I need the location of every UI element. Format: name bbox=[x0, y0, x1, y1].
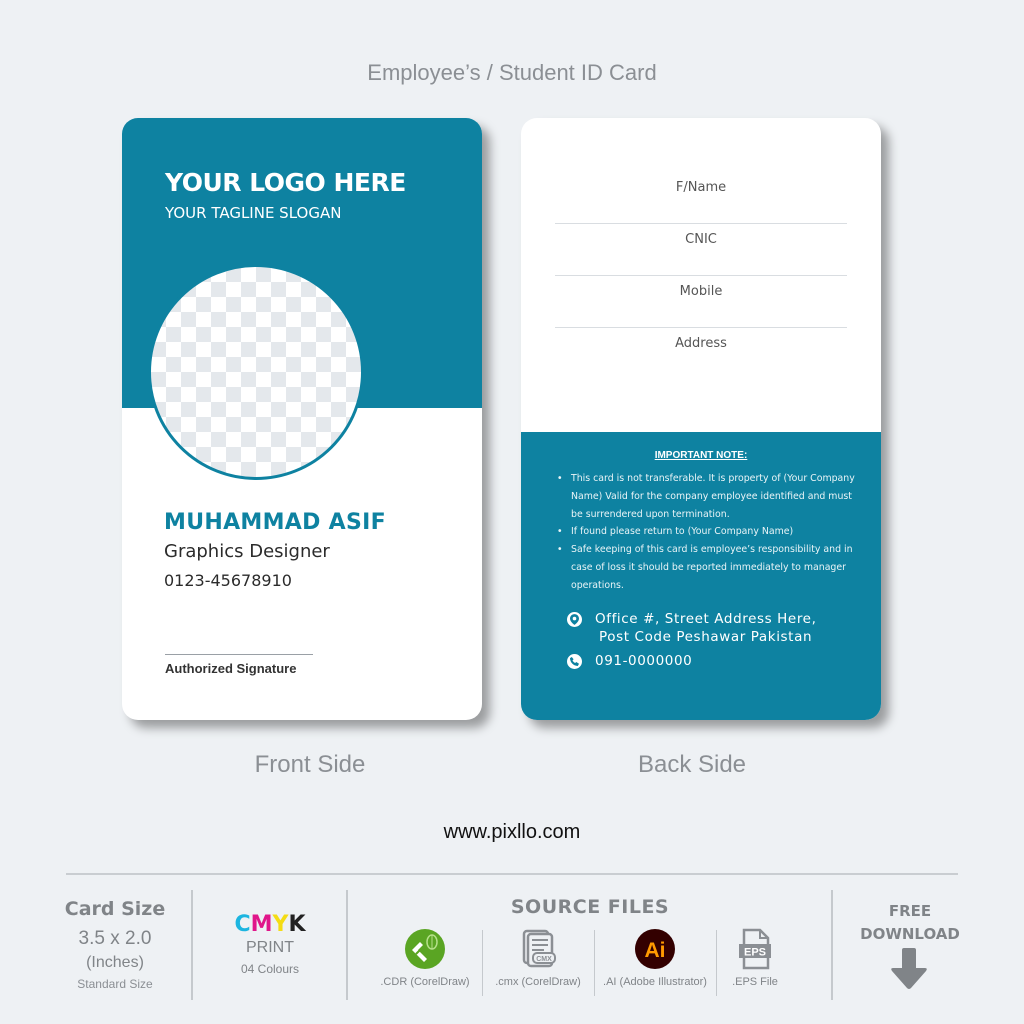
location-pin-icon bbox=[567, 612, 582, 627]
cmyk-y: Y bbox=[272, 912, 289, 937]
important-note-title: IMPORTANT NOTE: bbox=[654, 450, 748, 461]
card-size-dimensions: 3.5 x 2.0 bbox=[78, 928, 152, 949]
svg-text:EPS: EPS bbox=[743, 946, 767, 959]
field-divider bbox=[555, 327, 847, 328]
footer-separator bbox=[346, 890, 348, 1000]
cmyk-print: PRINT bbox=[246, 939, 294, 956]
source-file-label: .cmx (CorelDraw) bbox=[495, 976, 581, 988]
cmyk-k: K bbox=[288, 912, 306, 937]
back-info-band bbox=[521, 432, 881, 720]
download-label: DOWNLOAD bbox=[860, 925, 960, 943]
page-title: Employee’s / Student ID Card bbox=[367, 60, 657, 85]
field-divider bbox=[555, 275, 847, 276]
source-file-cmx[interactable] bbox=[483, 928, 593, 988]
field-mobile: Mobile bbox=[679, 284, 723, 299]
field-address: Address bbox=[675, 336, 727, 351]
phone-number: 091-0000000 bbox=[595, 653, 693, 669]
office-phone bbox=[567, 652, 692, 670]
footer-separator bbox=[831, 890, 833, 1000]
source-file-label: .EPS File bbox=[732, 976, 778, 988]
cmyk-c: C bbox=[234, 912, 251, 937]
coreldraw-icon bbox=[404, 928, 446, 970]
signature-label: Authorized Signature bbox=[165, 661, 297, 676]
address-line-2: Post Code Peshawar Pakistan bbox=[599, 629, 813, 645]
signature-line bbox=[165, 654, 313, 655]
source-file-eps[interactable] bbox=[700, 928, 810, 988]
cmyk-colours: 04 Colours bbox=[240, 962, 300, 976]
source-file-ai[interactable] bbox=[600, 928, 710, 988]
address-line-1: Office #, Street Address Here, bbox=[595, 611, 817, 627]
note-list bbox=[557, 470, 857, 595]
phone-icon bbox=[567, 654, 582, 669]
cmx-file-icon bbox=[517, 928, 559, 970]
card-size-title: Card Size bbox=[64, 898, 166, 920]
source-files-title: SOURCE FILES bbox=[510, 896, 670, 918]
download-arrow-icon[interactable] bbox=[890, 948, 928, 990]
card-size-note: Standard Size bbox=[77, 977, 153, 991]
cmyk-logo bbox=[195, 912, 345, 937]
employee-phone: 0123-45678910 bbox=[164, 571, 292, 590]
note-item: • Safe keeping of this card is employee’s responsibility and in case of loss it should be reported immediately to manager operations. bbox=[557, 541, 857, 594]
website-link[interactable]: www.pixllo.com bbox=[443, 821, 581, 843]
adobe-illustrator-icon bbox=[634, 928, 676, 970]
note-item: • If found please return to (Your Company Name) bbox=[557, 523, 857, 541]
photo-placeholder-icon bbox=[148, 264, 364, 480]
eps-file-icon bbox=[734, 928, 776, 970]
employee-role: Graphics Designer bbox=[164, 541, 330, 562]
source-file-label: .AI (Adobe Illustrator) bbox=[603, 976, 707, 988]
field-fname: F/Name bbox=[675, 180, 727, 195]
id-card-back bbox=[521, 118, 881, 720]
note-item: • This card is not transferable. It is property of (Your Company Name) Valid for the company employee identified and must be surrendered upon termination. bbox=[557, 470, 857, 523]
front-side-label: Front Side bbox=[254, 751, 366, 778]
employee-name: MUHAMMAD ASIF bbox=[164, 510, 386, 535]
svg-text:CMX: CMX bbox=[536, 956, 552, 963]
tagline: YOUR TAGLINE SLOGAN bbox=[165, 204, 342, 222]
free-download-button[interactable] bbox=[840, 900, 980, 946]
footer-separator bbox=[191, 890, 193, 1000]
logo-placeholder: YOUR LOGO HERE bbox=[165, 168, 406, 197]
field-cnic: CNIC bbox=[685, 232, 717, 247]
card-size-unit: (Inches) bbox=[86, 954, 144, 971]
back-side-label: Back Side bbox=[637, 751, 747, 778]
id-card-front bbox=[122, 118, 482, 720]
cmyk-m: M bbox=[250, 912, 273, 937]
source-file-label: .CDR (CorelDraw) bbox=[380, 976, 470, 988]
office-address bbox=[567, 610, 816, 646]
source-file-cdr[interactable] bbox=[370, 928, 480, 988]
source-separator bbox=[594, 930, 595, 996]
svg-text:Ai: Ai bbox=[644, 939, 666, 962]
free-label: FREE bbox=[888, 902, 932, 920]
footer-divider bbox=[66, 873, 958, 875]
field-divider bbox=[555, 223, 847, 224]
